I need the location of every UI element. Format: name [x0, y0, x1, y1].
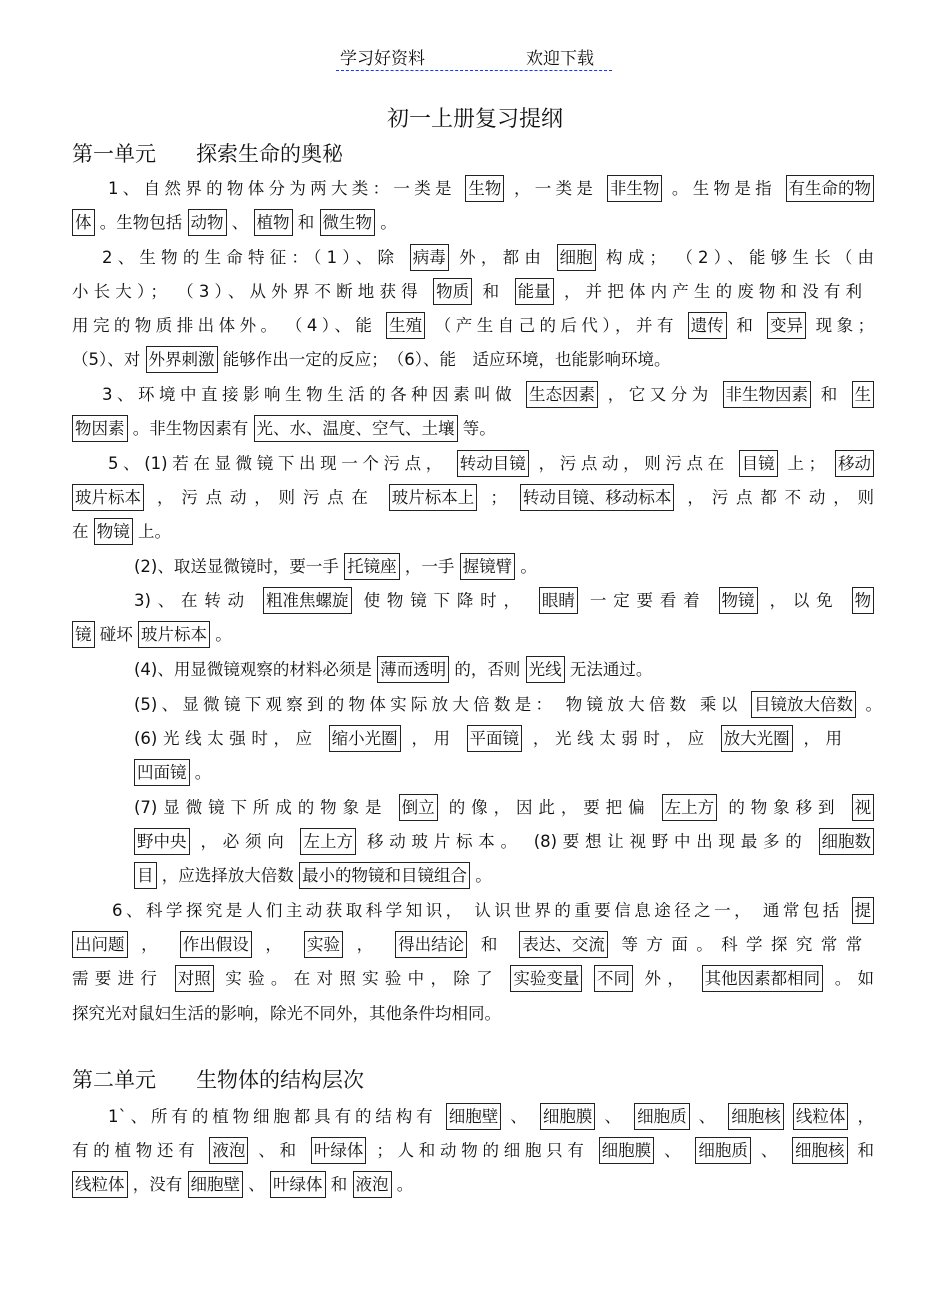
- answer-box: 目: [134, 862, 157, 889]
- answer-box: 体: [72, 209, 95, 236]
- answer-box: 光线: [526, 656, 565, 683]
- text-line: [72, 481, 874, 515]
- answer-box: 微生物: [320, 209, 376, 236]
- text-segment: 外，都由: [459, 248, 547, 267]
- answer-box: 最小的物镜和目镜组合: [299, 862, 470, 889]
- answer-box: 托镜座: [344, 553, 400, 580]
- text-segment: 1`、所有的植物细胞都具有的结构有: [108, 1107, 437, 1126]
- text-segment: 用完的物质排出体外。 （4）、能: [72, 316, 377, 335]
- answer-box: 液泡: [209, 1137, 248, 1164]
- text-segment: ，: [265, 935, 291, 954]
- text-segment: 。: [520, 557, 537, 576]
- answer-box: 玻片标本上: [389, 484, 478, 511]
- answer-box: 线粒体: [72, 1171, 128, 1198]
- text-segment: 和: [736, 316, 758, 335]
- text-line: [72, 928, 862, 962]
- text-segment: 在: [72, 522, 89, 541]
- answer-box: 生: [852, 381, 875, 408]
- answer-box: 其他因素都相同: [702, 965, 824, 992]
- answer-box: 细胞: [557, 244, 596, 271]
- text-segment: ，以免: [769, 591, 840, 610]
- text-segment: 3)、在转动: [134, 591, 251, 610]
- text-line: [108, 1100, 874, 1134]
- text-segment: 和: [482, 282, 505, 301]
- text-segment: 现象；: [815, 316, 875, 335]
- text-segment: 通常包括: [762, 901, 843, 920]
- text-line: [72, 515, 171, 549]
- text-segment: 等方面。科学探究常常: [621, 935, 863, 954]
- answer-box: 细胞膜: [599, 1137, 655, 1164]
- text-segment: 和: [297, 213, 315, 232]
- answer-box: 目镜: [739, 450, 778, 477]
- text-segment: （产生自己的后代），并有: [434, 316, 678, 335]
- text-segment: 需要进行: [72, 969, 164, 988]
- text-segment: 乘以: [699, 695, 742, 714]
- unit-name: 探索生命的奥秘: [196, 142, 344, 166]
- text-segment: 等。: [462, 419, 496, 438]
- answer-box: 线粒体: [793, 1103, 849, 1130]
- answer-box: 对照: [175, 965, 214, 992]
- text-line: [72, 997, 501, 1031]
- answer-box: 非生物因素: [723, 381, 812, 408]
- answer-box: 非生物: [607, 175, 663, 202]
- answer-box: 粗准焦螺旋: [263, 587, 352, 614]
- text-segment: 认识世界的重要信息途径之一，: [474, 901, 755, 920]
- text-line: [134, 550, 537, 584]
- text-segment: 和: [480, 935, 506, 954]
- answer-box: 液泡: [353, 1171, 392, 1198]
- text-segment: 上。: [138, 522, 171, 541]
- text-segment: 。: [215, 625, 232, 644]
- text-line: [134, 584, 874, 618]
- text-line: [102, 241, 874, 275]
- text-segment: ，必须向: [200, 832, 290, 851]
- answer-box: 目镜放大倍数: [751, 691, 856, 718]
- text-line: [72, 309, 874, 343]
- text-segment: ，用: [411, 729, 456, 748]
- text-segment: 无法通过。: [569, 660, 653, 679]
- document-title: 初一上册复习提纲: [386, 107, 563, 132]
- text-line: [134, 722, 842, 756]
- text-line: [108, 172, 874, 206]
- text-segment: 的像，因此，要把偏: [448, 798, 651, 817]
- text-line: [72, 343, 671, 377]
- text-line: [134, 859, 492, 893]
- answer-box: 转动目镜、移动标本: [520, 484, 675, 511]
- text-segment: ，污点都不动，则: [687, 488, 875, 507]
- answer-box: 薄而透明: [377, 656, 449, 683]
- answer-box: 提: [852, 897, 875, 924]
- text-segment: ，污点动，则污点在: [157, 488, 376, 507]
- answer-box: 左上方: [662, 794, 718, 821]
- answer-box: 动物: [188, 209, 227, 236]
- text-segment: (7)显微镜下所成的物象是: [134, 798, 388, 817]
- answer-box: 缩小光圈: [329, 725, 401, 752]
- text-segment: （5）、对: [72, 350, 141, 369]
- answer-box: 转动目镜: [457, 450, 529, 477]
- text-segment: 5、(1)若在显微镜下出现一个污点，: [108, 454, 447, 473]
- text-segment: ，光线太弱时，应: [532, 729, 710, 748]
- text-segment: 和: [330, 1175, 348, 1194]
- text-segment: 6、科学探究是人们主动获取科学知识，: [112, 901, 466, 920]
- text-segment: 、: [510, 1107, 531, 1126]
- text-segment: 物镜放大倍数: [565, 695, 691, 714]
- header-left: 学习好资料: [340, 49, 425, 69]
- unit-heading-2: [72, 1064, 364, 1094]
- unit-name: 生物体的结构层次: [196, 1068, 365, 1092]
- answer-box: 细胞核: [792, 1137, 848, 1164]
- answer-box: 生物: [465, 175, 504, 202]
- answer-box: 左上方: [300, 828, 356, 855]
- answer-box: 变异: [767, 312, 806, 339]
- text-segment: 小长大）； （3）、从外界不断地获得: [72, 282, 423, 301]
- text-line: [134, 688, 882, 722]
- text-segment: ；: [490, 488, 507, 507]
- text-segment: ，: [857, 1107, 875, 1126]
- text-segment: 、: [231, 213, 249, 232]
- text-segment: ，一手: [404, 557, 455, 576]
- text-segment: 、: [698, 1107, 720, 1126]
- header-right: 欢迎下载: [526, 49, 594, 69]
- text-segment: 使物镜下降时，: [363, 591, 527, 610]
- answer-box: 叶绿体: [311, 1137, 367, 1164]
- text-segment: ，没有: [132, 1175, 183, 1194]
- answer-box: 物因素: [72, 415, 128, 442]
- text-segment: ，它又分为: [607, 385, 713, 404]
- text-segment: 。: [475, 866, 492, 885]
- text-segment: 1、自然界的物体分为两大类：一类是: [108, 179, 456, 198]
- answer-box: 细胞质: [634, 1103, 690, 1130]
- answer-box: 凹面镜: [134, 759, 190, 786]
- answer-box: 物镜: [94, 518, 133, 545]
- text-segment: 。: [380, 213, 397, 232]
- answer-box: 生殖: [386, 312, 425, 339]
- text-line: [72, 412, 496, 446]
- answer-box: 物质: [433, 278, 472, 305]
- answer-box: 实验: [304, 931, 343, 958]
- text-segment: 的，否则: [454, 660, 521, 679]
- answer-box: 物镜: [719, 587, 758, 614]
- text-segment: 探究光对鼠妇生活的影响，除光不同外，其他条件均相同。: [72, 1004, 501, 1023]
- page-header: [336, 40, 612, 71]
- answer-box: 光、水、温度、空气、土壤: [254, 415, 458, 442]
- answer-box: 病毒: [410, 244, 449, 271]
- text-segment: 、和: [258, 1141, 301, 1160]
- text-segment: (4)、用显微镜观察的材料必须是: [134, 660, 372, 679]
- answer-box: 叶绿体: [270, 1171, 326, 1198]
- text-line: [72, 1134, 874, 1168]
- text-line: [112, 894, 874, 928]
- unit-heading-1: [72, 138, 343, 168]
- answer-box: 细胞质: [695, 1137, 751, 1164]
- text-segment: 。: [194, 763, 212, 782]
- text-line: [72, 618, 232, 652]
- answer-box: 表达、交流: [519, 931, 608, 958]
- text-line: [134, 653, 652, 687]
- text-line: [108, 447, 874, 481]
- text-line: [134, 791, 874, 825]
- answer-box: 有生命的物: [786, 175, 875, 202]
- text-segment: 上；: [787, 454, 826, 473]
- answer-box: 遗传: [688, 312, 727, 339]
- text-segment: 。: [396, 1175, 414, 1194]
- answer-box: 细胞壁: [446, 1103, 502, 1130]
- text-segment: 构成； （2）、能够生长（由: [605, 248, 875, 267]
- text-segment: 和: [857, 1141, 875, 1160]
- text-segment: 和: [820, 385, 842, 404]
- answer-box: 出问题: [72, 931, 128, 958]
- text-segment: ，并把体内产生的废物和没有利: [564, 282, 863, 301]
- text-segment: 。生物包括: [99, 213, 183, 232]
- text-segment: 的物象移到: [728, 798, 841, 817]
- answer-box: 倒立: [399, 794, 438, 821]
- text-segment: 2、生物的生命特征：（1）、除: [102, 248, 400, 267]
- answer-box: 细胞核: [728, 1103, 784, 1130]
- answer-box: 能量: [515, 278, 554, 305]
- text-segment: 。非生物因素有: [132, 419, 249, 438]
- text-segment: (6)光线太强时，应: [134, 729, 318, 748]
- text-segment: (2)、取送显微镜时，要一手: [134, 557, 339, 576]
- answer-box: 眼睛: [539, 587, 578, 614]
- text-segment: 实验。在对照实验中，除了: [225, 969, 499, 988]
- answer-box: 生态因素: [526, 381, 598, 408]
- answer-box: 玻片标本: [138, 621, 210, 648]
- text-line: [134, 756, 211, 790]
- answer-box: 外界刺激: [146, 346, 218, 373]
- answer-box: 放大光圈: [721, 725, 793, 752]
- text-segment: ，污点动，则污点在: [538, 454, 729, 473]
- answer-box: 移动: [835, 450, 874, 477]
- text-segment: 、: [248, 1175, 265, 1194]
- answer-box: 细胞壁: [188, 1171, 244, 1198]
- unit-number: 第一单元: [72, 142, 156, 166]
- text-segment: ，: [356, 935, 382, 954]
- answer-box: 细胞数: [819, 828, 875, 855]
- text-segment: 3、环境中直接影响生物生活的各种因素叫做: [102, 385, 517, 404]
- text-line: [102, 378, 874, 412]
- text-line: [134, 825, 874, 859]
- answer-box: 平面镜: [467, 725, 523, 752]
- answer-box: 视: [852, 794, 875, 821]
- text-segment: 。生物是指: [671, 179, 776, 198]
- text-segment: ，应选择放大倍数: [161, 866, 294, 885]
- answer-box: 握镜臂: [460, 553, 516, 580]
- text-segment: 、: [604, 1107, 625, 1126]
- answer-box: 野中央: [134, 828, 190, 855]
- text-segment: ，一类是: [513, 179, 598, 198]
- answer-box: 实验变量: [510, 965, 582, 992]
- text-segment: (5)、显微镜下观察到的物体实际放大倍数是：: [134, 695, 557, 714]
- text-line: [72, 206, 397, 240]
- unit-number: 第二单元: [72, 1068, 156, 1092]
- text-segment: 碰坏: [99, 625, 133, 644]
- answer-box: 镜: [72, 621, 95, 648]
- text-segment: 。如: [834, 969, 875, 988]
- text-line: [72, 1168, 413, 1202]
- answer-box: 作出假设: [180, 931, 252, 958]
- text-segment: 能够作出一定的反应； （6）、能 适应环境，也能影响环境。: [222, 350, 671, 369]
- answer-box: 得出结论: [395, 931, 467, 958]
- text-segment: ；人和动物的细胞只有: [376, 1141, 589, 1160]
- text-segment: 移动玻片标本。 (8)要想让视野中出现最多的: [366, 832, 808, 851]
- text-segment: ，: [141, 935, 167, 954]
- text-segment: 。: [865, 695, 882, 714]
- text-segment: 、: [664, 1141, 686, 1160]
- text-line: [72, 275, 862, 309]
- text-segment: ，用: [803, 729, 843, 748]
- text-segment: 有的植物还有: [72, 1141, 200, 1160]
- answer-box: 细胞膜: [540, 1103, 596, 1130]
- text-segment: 一定要看着: [589, 591, 707, 610]
- text-segment: 外，: [644, 969, 691, 988]
- answer-box: 植物: [254, 209, 293, 236]
- text-segment: 、: [760, 1141, 783, 1160]
- answer-box: 不同: [594, 965, 633, 992]
- text-line: [72, 962, 874, 996]
- answer-box: 物: [852, 587, 875, 614]
- answer-box: 玻片标本: [72, 484, 144, 511]
